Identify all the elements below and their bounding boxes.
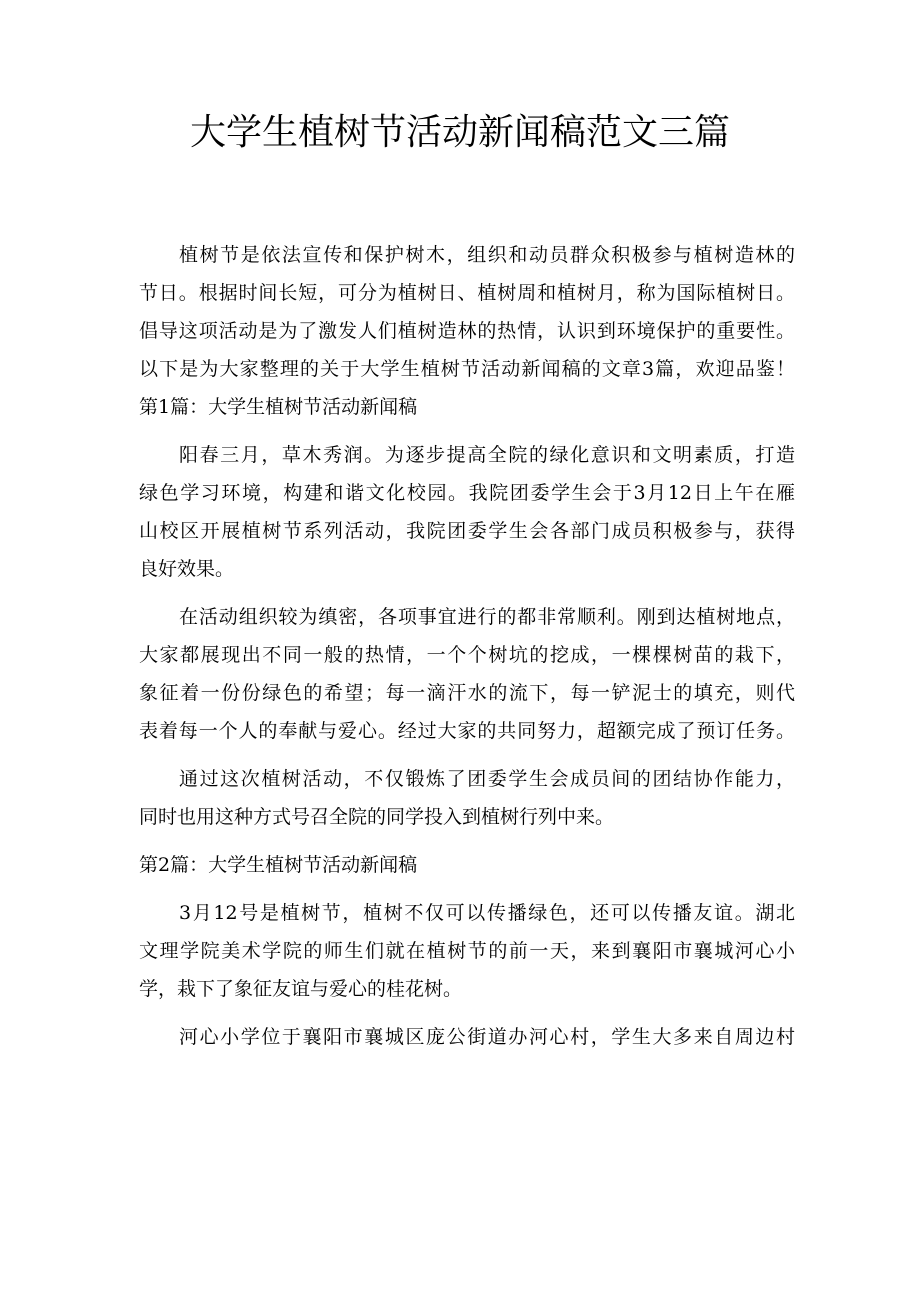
- paragraph-gap: [139, 750, 795, 760]
- text-line: 良好效果。: [139, 558, 235, 580]
- text-line: 植树节是依法宣传和保护树木，组织和动员群众积极参与植树造林的: [179, 244, 795, 266]
- document-body: [139, 236, 795, 1056]
- text-line: 在活动组织较为缜密，各项事宜进行的都非常顺利。刚到达植树地点，: [179, 606, 795, 628]
- text-line: 象征着一份份绿色的希望；每一滴汗水的流下，每一铲泥士的填充，则代: [139, 682, 795, 704]
- text-line: 大家都展现出不同一般的热情，一个个树坑的挖成，一棵棵树苗的栽下，: [139, 644, 795, 666]
- text-line: 文理学院美术学院的师生们就在植树节的前一天，来到襄阳市襄城河心小: [139, 940, 795, 962]
- paragraph-gap: [139, 884, 795, 894]
- text-line: 倡导这项活动是为了激发人们植树造林的热情，认识到环境保护的重要性。: [139, 320, 795, 342]
- paragraph-gap: [139, 426, 795, 436]
- text-line: 阳春三月，草木秀润。为逐步提高全院的绿化意识和文明素质，打造: [179, 444, 795, 466]
- text-line: 学，栽下了象征友谊与爱心的桂花树。: [139, 978, 463, 1000]
- text-line: 表着每一个人的奉献与爱心。经过大家的共同努力，超额完成了预订任务。: [139, 720, 795, 742]
- text-line: 同时也用这种方式号召全院的同学投入到植树行列中来。: [139, 806, 615, 828]
- document-title: 大学生植树节活动新闻稿范文三篇: [189, 112, 730, 153]
- paragraph-gap: [139, 1008, 795, 1018]
- text-line: 第1篇：大学生植树节活动新闻稿: [139, 396, 418, 418]
- text-line: 节日。根据时间长短，可分为植树日、植树周和植树月，称为国际植树日。: [139, 282, 795, 304]
- paragraph-gap: [139, 836, 795, 846]
- text-line: 河心小学位于襄阳市襄城区庞公街道办河心村，学生大多来自周边村: [179, 1026, 795, 1048]
- text-line: 第2篇：大学生植树节活动新闻稿: [139, 854, 418, 876]
- text-line: 通过这次植树活动，不仅锻炼了团委学生会成员间的团结协作能力，: [179, 768, 795, 790]
- text-line: 山校区开展植树节系列活动，我院团委学生会各部门成员积极参与，获得: [139, 520, 795, 542]
- paragraph-gap: [139, 588, 795, 598]
- text-line: 3月12号是植树节，植树不仅可以传播绿色，还可以传播友谊。湖北: [179, 902, 795, 924]
- text-line: 以下是为大家整理的关于大学生植树节活动新闻稿的文章3篇，欢迎品鉴！: [139, 358, 795, 380]
- text-line: 绿色学习环境，构建和谐文化校园。我院团委学生会于3月12日上午在雁: [139, 482, 795, 504]
